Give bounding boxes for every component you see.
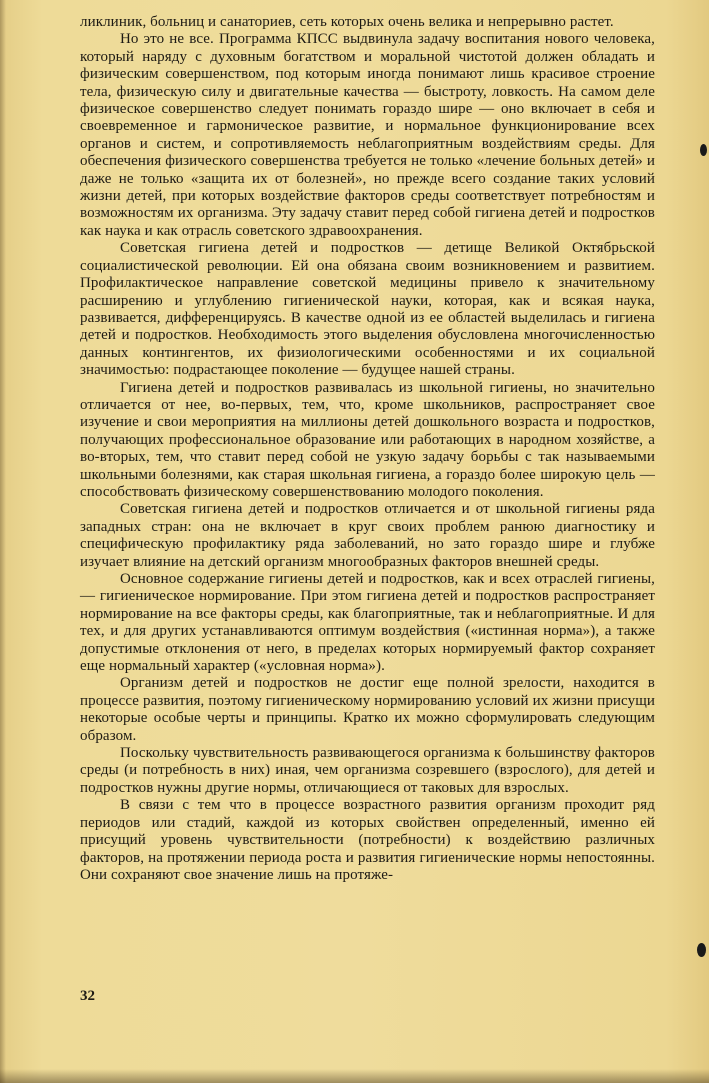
paragraph: Но это не все. Программа КПСС выдвинула задачу воспитания нового человека, который наряду с духовным богатством и моральной чистотой должен обладать и физическим совершенством, под которым иногда понимают лишь красивое строение тела, физическую силу и двигательные качества — быстроту, ловкость. На самом деле физическое совершенство следует понимать гораздо шире — оно включает в себя и своевременное и гармоническое развитие, и нормальное функционирование всех органов и систем, и сопротивляемость неблагоприятным воздействиям среды. Для обеспечения физического совершенства требуется не только «лечение больных детей» и даже не только «защита их от болезней», но прежде всего создание таких условий жизни детей, при которых воздействие факторов среды соответствует потребностям и возможностям их организма. Эту задачу ставит перед собой гигиена детей и подростков как наука и как отрасль советского здравоохранения. xyxy=(80,31,655,239)
page-number: 32 xyxy=(80,988,95,1004)
paragraph: Организм детей и подростков не достиг еще полной зрелости, находится в процессе развития, поэтому гигиеническому нормированию условий их жизни присущи некоторые особые черты и принципы. Кратко их можно сформулировать следующим образом. xyxy=(80,675,655,744)
paragraph: Советская гигиена детей и подростков — детище Великой Октябрьской социалистической революции. Ей она обязана своим возникновением и развитием. Профилактическое направление советской медицины привело к значительному расширению и углублению гигиенической науки, которая, как и всякая наука, развивается, дифференцируясь. В качестве одной из ее областей выделилась и гигиена детей и подростков. Необходимость этого выделения обусловлена многочисленностью данных контингентов, их физиологическими особенностями и их социальной значимостью: подрастающее поколение — будущее нашей страны. xyxy=(80,240,655,379)
ink-mark xyxy=(700,144,707,156)
paragraph: Гигиена детей и подростков развивалась из школьной гигиены, но значительно отличается от нее, во-первых, тем, что, кроме школьников, распространяет свое изучение и свои мероприятия на миллионы детей дошкольного возраста и подростков, получающих профессиональное образование или работающих в народном хозяйстве, а во-вторых, тем, что ставит перед собой не узкую задачу борьбы с так называемыми школьными болезнями, как старая школьная гигиена, а гораздо более широкую цель — способствовать физическому совершенствованию молодого поколения. xyxy=(80,379,655,500)
paragraph: Советская гигиена детей и подростков отличается и от школьной гигиены ряда западных стран: она не включает в круг своих проблем ранюю диагностику и специфическую профилактику ряда заболеваний, но зато гораздо шире и глубже изучает влияние на детский организм многообразных факторов внешней среды. xyxy=(80,501,655,570)
paragraph-continued: ликлиник, больниц и санаториев, сеть которых очень велика и непрерывно растет. xyxy=(80,14,614,30)
page-shadow-bottom xyxy=(0,1069,709,1083)
body-text xyxy=(80,14,655,884)
paragraph: Поскольку чувствительность развивающегося организма к большинству факторов среды (и потребность в них) иная, чем организма созревшего (взрослого), для детей и подростков нужны другие нормы, отличающиеся от таковых для взрослых. xyxy=(80,745,655,796)
paragraph: В связи с тем что в процессе возрастного развития организм проходит ряд периодов или стадий, каждой из которых свойствен определенный, именно ей присущий уровень чувствительности (потребности) к воздействию различных факторов, на протяжении периода роста и развития гигиенические нормы непостоянны. Они сохраняют свое значение лишь на протяже- xyxy=(80,797,655,883)
paragraph: Основное содержание гигиены детей и подростков, как и всех отраслей гигиены, — гигиеническое нормирование. При этом гигиена детей и подростков распространяет нормирование на все факторы среды, как благоприятные, так и неблагоприятные. И для тех, и для других устанавливаются оптимум воздействия («истинная норма»), а также допустимые отклонения от него, в пределах которых нормируемый фактор сохраняет еще нормальный характер («условная норма»). xyxy=(80,571,655,675)
ink-mark xyxy=(697,943,706,957)
page-shadow-left xyxy=(0,0,6,1083)
